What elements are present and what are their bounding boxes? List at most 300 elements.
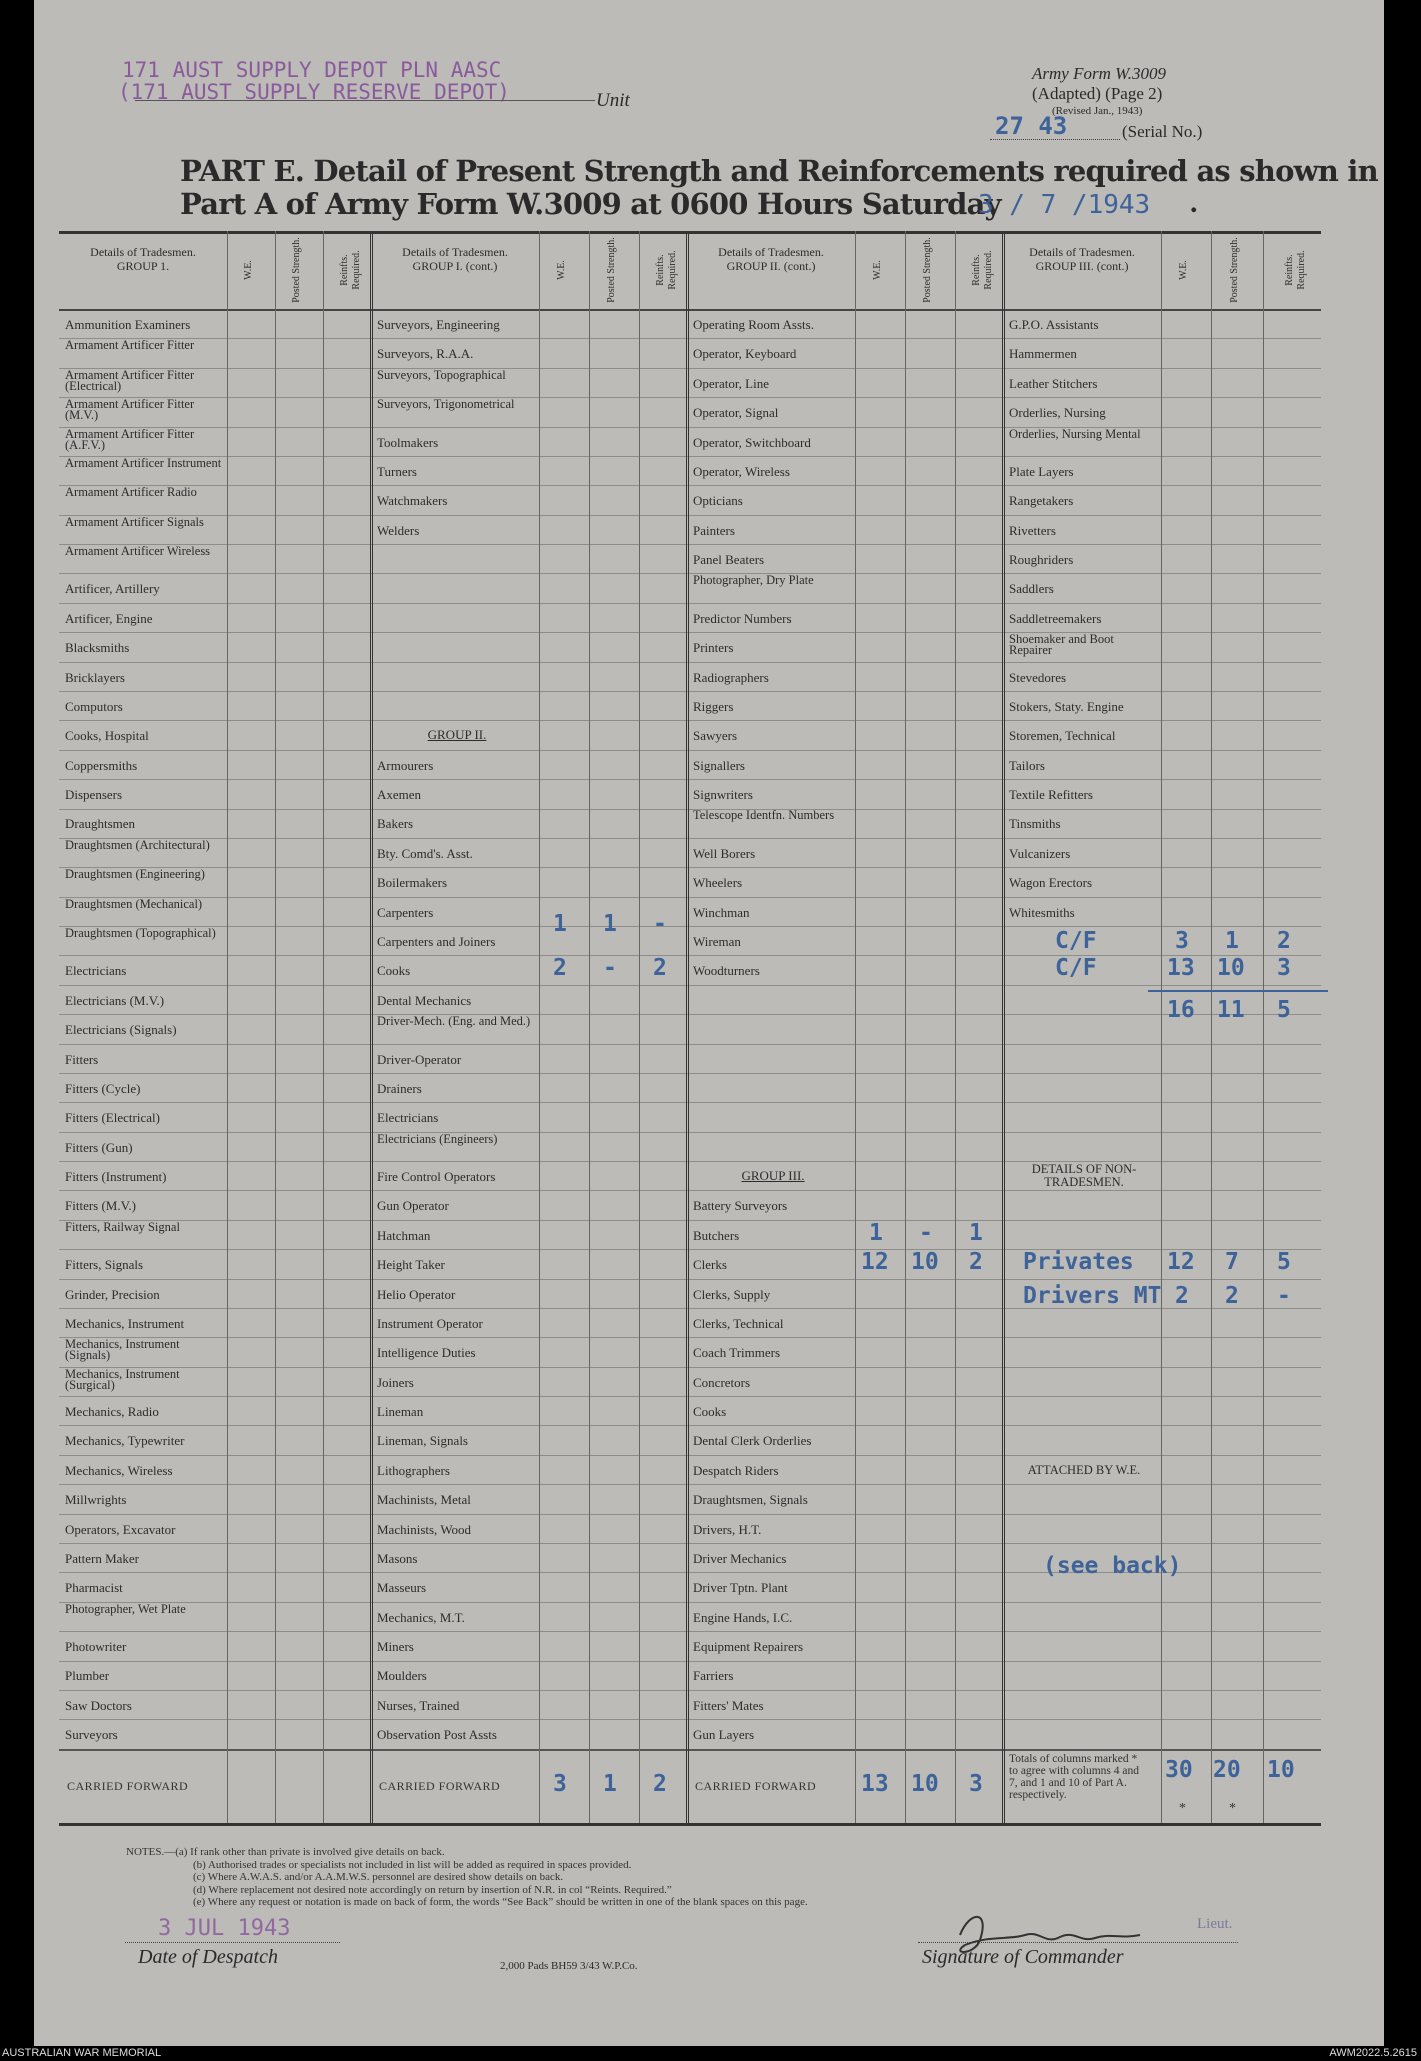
trade-label: Joiners bbox=[377, 1374, 414, 1390]
cf1-entry-we: 3 bbox=[1175, 927, 1189, 954]
trade-label: Fitters (Instrument) bbox=[65, 1169, 167, 1185]
trade-label: Storemen, Technical bbox=[1009, 728, 1116, 744]
trade-label: Computors bbox=[65, 698, 123, 714]
trade-label: Watchmakers bbox=[377, 493, 448, 509]
trade-label: Observation Post Assts bbox=[377, 1727, 497, 1743]
trade-label: Engine Hands, I.C. bbox=[693, 1609, 793, 1625]
trade-label: Armament Artificer Fitter (A.F.V.) bbox=[65, 426, 195, 452]
trade-label: Printers bbox=[693, 640, 734, 656]
row-divider bbox=[59, 1543, 1321, 1544]
trade-label: Painters bbox=[693, 522, 735, 538]
trade-label: Signallers bbox=[693, 757, 745, 773]
trade-label: Clerks, Supply bbox=[693, 1286, 771, 1302]
trade-label: Pharmacist bbox=[65, 1580, 123, 1596]
trade-label: Telescope Identfn. Numbers bbox=[693, 808, 835, 823]
column-divider bbox=[905, 231, 906, 1823]
trade-label: Instrument Operator bbox=[377, 1315, 483, 1331]
trade-label: Farriers bbox=[693, 1668, 734, 1684]
return-date-value: 3 / 7 /1943 bbox=[978, 190, 1151, 220]
row-divider bbox=[59, 632, 1321, 633]
row-divider bbox=[59, 338, 1321, 339]
trade-label: Bakers bbox=[377, 816, 414, 832]
we-column-header: W.E. bbox=[1178, 260, 1189, 280]
row-divider bbox=[59, 1279, 1321, 1280]
form-name: Army Form W.3009 bbox=[1032, 64, 1166, 83]
trade-label: Wireman bbox=[693, 933, 741, 949]
trade-label: Electricians (Signals) bbox=[65, 1022, 177, 1038]
trade-label: Gun Operator bbox=[377, 1198, 449, 1214]
row-divider bbox=[59, 573, 1321, 574]
row-divider bbox=[59, 485, 1321, 486]
trade-label: Operator, Wireless bbox=[693, 463, 790, 479]
unit-label: Unit bbox=[596, 90, 630, 111]
note-line: (c) Where A.W.A.S. and/or A.A.M.W.S. personnel are desired show details on back. bbox=[193, 1871, 564, 1883]
trade-label: Nurses, Trained bbox=[377, 1697, 460, 1713]
trade-label: Sawyers bbox=[693, 728, 738, 744]
trade-label: Armourers bbox=[377, 757, 434, 773]
cf-label-1: C/F bbox=[1055, 927, 1097, 954]
carpenters-entry-posted: 1 bbox=[603, 910, 617, 937]
group-divider bbox=[1002, 231, 1005, 1823]
despatch-date-stamp: 3 JUL 1943 bbox=[158, 1916, 291, 1941]
carried-forward-top-border bbox=[59, 1749, 1321, 1751]
strength-table bbox=[59, 231, 1321, 1836]
header-bottom-border bbox=[59, 309, 1321, 311]
row-divider bbox=[59, 955, 1321, 956]
trade-label: Wagon Erectors bbox=[1009, 875, 1093, 891]
note-line: (e) Where any request or notation is made on back of form, the words “See Back” should be written in one of the blank spaces on this page. bbox=[193, 1896, 808, 1908]
trade-label: Masseurs bbox=[377, 1580, 427, 1596]
row-divider bbox=[59, 1719, 1321, 1720]
trade-label: Cooks bbox=[693, 1404, 727, 1420]
trade-label: Surveyors bbox=[65, 1727, 118, 1743]
cf2-entry-reinfts: 3 bbox=[1277, 955, 1291, 982]
row-divider bbox=[59, 456, 1321, 457]
row-divider bbox=[59, 1102, 1321, 1103]
row-divider bbox=[59, 1631, 1321, 1632]
cf2-entry-posted: 10 bbox=[1217, 955, 1245, 982]
trade-label: Tinsmiths bbox=[1009, 816, 1061, 832]
trade-label: Draughtsmen (Architectural) bbox=[65, 837, 210, 852]
column-divider bbox=[955, 231, 956, 1823]
trade-label: Rangetakers bbox=[1009, 493, 1074, 509]
note-line: NOTES.—(a) If rank other than private is involved give details on back. bbox=[126, 1846, 445, 1858]
part-e-title-line2: Part A of Army Form W.3009 at 0600 Hours Saturday bbox=[180, 187, 1001, 221]
trade-label: Fitters bbox=[65, 1051, 99, 1067]
trade-label: Fitters, Railway Signal bbox=[65, 1219, 180, 1234]
unit-stamp-line1: 171 AUST SUPPLY DEPOT PLN AASC bbox=[122, 58, 502, 82]
trade-label: Photographer, Wet Plate bbox=[65, 1601, 186, 1616]
trade-label: Driver-Operator bbox=[377, 1051, 462, 1067]
trade-label: Driver-Mech. (Eng. and Med.) bbox=[377, 1014, 531, 1029]
trade-label: Mechanics, Typewriter bbox=[65, 1433, 185, 1449]
subtotal-entry-posted: 11 bbox=[1217, 996, 1245, 1023]
row-divider bbox=[59, 368, 1321, 369]
row-divider bbox=[59, 1690, 1321, 1691]
cf-label-2: C/F bbox=[1055, 955, 1097, 982]
trade-label: Equipment Repairers bbox=[693, 1639, 804, 1655]
trade-label: Surveyors, R.A.A. bbox=[377, 346, 474, 362]
group-heading: GROUP III. bbox=[741, 1168, 805, 1184]
grand-total-we: 30 bbox=[1165, 1756, 1193, 1783]
butchers-entry-posted: - bbox=[919, 1219, 933, 1246]
column-divider bbox=[855, 231, 856, 1823]
trade-label: Grinder, Precision bbox=[65, 1286, 160, 1302]
carried-forward-reinfts: 2 bbox=[653, 1770, 667, 1797]
trade-label: Lineman, Signals bbox=[377, 1433, 468, 1449]
trade-label: Fitters' Mates bbox=[693, 1697, 764, 1713]
row-divider bbox=[59, 838, 1321, 839]
carried-forward-we: 3 bbox=[553, 1770, 567, 1797]
carried-forward-label: CARRIED FORWARD bbox=[379, 1778, 501, 1793]
trade-label: Electricians (M.V.) bbox=[65, 992, 165, 1008]
row-divider bbox=[59, 867, 1321, 868]
carried-forward-posted: 1 bbox=[603, 1770, 617, 1797]
trade-label: Fitters (Cycle) bbox=[65, 1080, 141, 1096]
trade-label: Clerks, Technical bbox=[693, 1315, 784, 1331]
row-divider bbox=[59, 1190, 1321, 1191]
rank-stamp: Lieut. bbox=[1197, 1916, 1233, 1932]
posted-strength-column-header: Posted Strength. bbox=[606, 237, 617, 303]
trade-label: Despatch Riders bbox=[693, 1462, 779, 1478]
reinfts-required-column-header: Reinfts. Required. bbox=[339, 250, 362, 290]
clerks-entry-reinfts: 2 bbox=[969, 1249, 983, 1276]
butchers-entry-we: 1 bbox=[869, 1219, 883, 1246]
trade-label: Electricians bbox=[377, 1110, 439, 1126]
title-period: . bbox=[1190, 186, 1198, 219]
serial-label: (Serial No.) bbox=[1122, 122, 1203, 141]
trade-label: Draughtsmen (Topographical) bbox=[65, 925, 216, 940]
trade-label: Fire Control Operators bbox=[377, 1169, 496, 1185]
trade-label: Roughriders bbox=[1009, 552, 1074, 568]
serial-number: 27 43 bbox=[995, 112, 1068, 140]
trade-label: Driver Tptn. Plant bbox=[693, 1580, 788, 1596]
trade-label: G.P.O. Assistants bbox=[1009, 317, 1099, 332]
trade-label: Mechanics, M.T. bbox=[377, 1609, 465, 1625]
trade-label: Lithographers bbox=[377, 1462, 450, 1478]
privates-entry-we: 12 bbox=[1167, 1249, 1195, 1276]
signature-of-commander-label: Signature of Commander bbox=[922, 1946, 1124, 1968]
trade-label: Surveyors, Engineering bbox=[377, 317, 500, 332]
trade-label: Leather Stitchers bbox=[1009, 375, 1098, 391]
trade-label: Photographer, Dry Plate bbox=[693, 573, 814, 588]
trade-label: Stokers, Staty. Engine bbox=[1009, 698, 1124, 714]
group-2-cont-header: Details of Tradesmen. GROUP II. (cont.) bbox=[718, 245, 824, 273]
trade-label: Turners bbox=[377, 463, 417, 479]
trade-label: Whitesmiths bbox=[1009, 904, 1075, 920]
trade-label: Saw Doctors bbox=[65, 1697, 132, 1713]
totals-note: Totals of columns marked * to agree with columns 4 and 7, and 1 and 10 of Part A. respectively. bbox=[1009, 1752, 1139, 1801]
cooks-entry-posted: - bbox=[603, 955, 617, 982]
trade-label: Plate Layers bbox=[1009, 463, 1074, 479]
row-divider bbox=[59, 720, 1321, 721]
form-adapted: (Adapted) (Page 2) bbox=[1032, 84, 1163, 103]
cooks-entry-we: 2 bbox=[553, 955, 567, 982]
trade-label: Armament Artificer Signals bbox=[65, 514, 204, 529]
trade-label: Drivers, H.T. bbox=[693, 1521, 762, 1537]
trade-label: Electricians bbox=[65, 963, 127, 979]
row-divider bbox=[59, 1455, 1321, 1456]
trade-label: Electricians (Engineers) bbox=[377, 1131, 498, 1146]
table-top-border bbox=[59, 231, 1321, 234]
privates-entry-reinfts: 5 bbox=[1277, 1249, 1291, 1276]
trade-label: Axemen bbox=[377, 787, 422, 803]
trade-label: Photowriter bbox=[65, 1639, 127, 1655]
trade-label: Artificer, Engine bbox=[65, 610, 153, 626]
trade-label: Draughtsmen (Engineering) bbox=[65, 867, 205, 882]
row-divider bbox=[59, 1514, 1321, 1515]
trade-label: Opticians bbox=[693, 493, 743, 509]
reinfts-required-column-header: Reinfts. Required. bbox=[1284, 250, 1307, 290]
column-divider bbox=[589, 231, 590, 1823]
trade-label: Coppersmiths bbox=[65, 757, 138, 773]
trade-label: Operator, Line bbox=[693, 375, 770, 391]
carried-forward-we: 13 bbox=[861, 1770, 889, 1797]
trade-label: Stevedores bbox=[1009, 669, 1067, 685]
trade-label: Operator, Signal bbox=[693, 405, 779, 421]
drivers-entry-reinfts: - bbox=[1277, 1282, 1291, 1309]
butchers-entry-reinfts: 1 bbox=[969, 1219, 983, 1246]
despatch-underline bbox=[125, 1942, 340, 1943]
grand-total-posted: 20 bbox=[1213, 1756, 1241, 1783]
row-divider bbox=[59, 544, 1321, 545]
trade-label: Radiographers bbox=[693, 669, 769, 685]
trade-label: Drainers bbox=[377, 1080, 422, 1096]
cf1-entry-posted: 1 bbox=[1225, 927, 1239, 954]
trade-label: Fitters (Gun) bbox=[65, 1139, 133, 1155]
trade-label: Surveyors, Trigonometrical bbox=[377, 397, 515, 412]
trade-label: Miners bbox=[377, 1639, 414, 1655]
drivers-entry-posted: 2 bbox=[1225, 1282, 1239, 1309]
trade-label: Hammermen bbox=[1009, 346, 1077, 362]
trade-label: Operator, Keyboard bbox=[693, 346, 797, 362]
row-divider bbox=[59, 1484, 1321, 1485]
archive-caption-bar bbox=[0, 2046, 1421, 2061]
carried-forward-label: CARRIED FORWARD bbox=[67, 1778, 189, 1793]
section-heading: ATTACHED BY W.E. bbox=[1027, 1462, 1141, 1477]
column-divider bbox=[227, 231, 228, 1823]
trade-label: Pattern Maker bbox=[65, 1550, 140, 1566]
cf1-entry-reinfts: 2 bbox=[1277, 927, 1291, 954]
carried-forward-posted: 10 bbox=[911, 1770, 939, 1797]
trade-label: Butchers bbox=[693, 1227, 740, 1243]
drivers-mt-label: Drivers MT bbox=[1023, 1282, 1162, 1309]
posted-strength-column-header: Posted Strength. bbox=[922, 237, 933, 303]
row-divider bbox=[59, 809, 1321, 810]
trade-label: Dispensers bbox=[65, 787, 123, 803]
trade-label: Operator, Switchboard bbox=[693, 434, 811, 450]
trade-label: Machinists, Wood bbox=[377, 1521, 472, 1537]
trade-label: Height Taker bbox=[377, 1257, 445, 1273]
printer-imprint: 2,000 Pads BH59 3/43 W.P.Co. bbox=[500, 1960, 638, 1972]
unit-underline bbox=[135, 100, 595, 101]
trade-label: Dental Mechanics bbox=[377, 992, 472, 1008]
trade-label: Welders bbox=[377, 522, 420, 538]
carried-forward-reinfts: 3 bbox=[969, 1770, 983, 1797]
row-divider bbox=[59, 1220, 1321, 1221]
trade-label: Intelligence Duties bbox=[377, 1345, 476, 1361]
we-column-header: W.E. bbox=[872, 260, 883, 280]
clerks-entry-we: 12 bbox=[861, 1249, 889, 1276]
trade-label: Driver Mechanics bbox=[693, 1550, 787, 1566]
trade-label: Armament Artificer Radio bbox=[65, 485, 197, 500]
row-divider bbox=[59, 1661, 1321, 1662]
trade-label: Mechanics, Instrument (Surgical) bbox=[65, 1366, 180, 1392]
trade-label: Mechanics, Wireless bbox=[65, 1462, 173, 1478]
trade-label: Mechanics, Radio bbox=[65, 1404, 159, 1420]
row-divider bbox=[59, 1602, 1321, 1603]
trade-label: Panel Beaters bbox=[693, 552, 765, 568]
posted-strength-column-header: Posted Strength. bbox=[1229, 237, 1240, 303]
column-divider bbox=[1161, 231, 1162, 1823]
trade-label: Vulcanizers bbox=[1009, 845, 1071, 861]
section-heading: DETAILS OF NON-TRADESMEN. bbox=[1031, 1162, 1137, 1190]
trade-label: Machinists, Metal bbox=[377, 1492, 471, 1508]
trade-label: Armament Artificer Fitter (M.V.) bbox=[65, 397, 195, 423]
trade-label: Bty. Comd's. Asst. bbox=[377, 845, 473, 861]
carpenters-entry-reinfts: - bbox=[653, 910, 667, 937]
column-divider bbox=[323, 231, 324, 1823]
trade-label: Clerks bbox=[693, 1257, 727, 1273]
privates-entry-posted: 7 bbox=[1225, 1249, 1239, 1276]
trade-label: Predictor Numbers bbox=[693, 610, 792, 626]
trade-label: Armament Artificer Fitter bbox=[65, 338, 195, 353]
row-divider bbox=[59, 1425, 1321, 1426]
trade-label: Fitters (Electrical) bbox=[65, 1110, 160, 1126]
clerks-entry-posted: 10 bbox=[911, 1249, 939, 1276]
trade-label: Well Borers bbox=[693, 845, 756, 861]
row-divider bbox=[59, 603, 1321, 604]
trade-label: Operators, Excavator bbox=[65, 1521, 176, 1537]
see-back-note: (see back) bbox=[1043, 1552, 1182, 1579]
cf2-entry-we: 13 bbox=[1167, 955, 1195, 982]
we-column-header: W.E. bbox=[243, 260, 254, 280]
trade-label: Dental Clerk Orderlies bbox=[693, 1433, 812, 1449]
group-3-cont-header: Details of Tradesmen. GROUP III. (cont.) bbox=[1029, 245, 1135, 273]
part-e-title: PART E. Detail of Present Strength and Reinforcements required as shown in bbox=[180, 154, 1378, 188]
note-line: (d) Where replacement not desired note accordingly on return by insertion of N.R. in col “Reints. Required.” bbox=[193, 1883, 672, 1896]
row-divider bbox=[59, 985, 1321, 986]
privates-label: Privates bbox=[1023, 1249, 1134, 1276]
trade-label: Boilermakers bbox=[377, 875, 448, 891]
trade-label: Battery Surveyors bbox=[693, 1198, 788, 1214]
trade-label: Operating Room Assts. bbox=[693, 317, 814, 332]
row-divider bbox=[59, 662, 1321, 663]
column-divider bbox=[1263, 231, 1264, 1823]
trade-label: Cooks, Hospital bbox=[65, 728, 149, 744]
trade-label: Saddlers bbox=[1009, 581, 1054, 597]
trade-label: Millwrights bbox=[65, 1492, 127, 1508]
column-divider bbox=[639, 231, 640, 1823]
trade-label: Carpenters bbox=[377, 904, 434, 920]
row-divider bbox=[59, 1073, 1321, 1074]
trade-label: Moulders bbox=[377, 1668, 427, 1684]
we-column-header: W.E. bbox=[556, 260, 567, 280]
group-1-cont-header: Details of Tradesmen. GROUP I. (cont.) bbox=[402, 245, 508, 273]
row-divider bbox=[59, 1396, 1321, 1397]
group-divider bbox=[370, 231, 373, 1823]
trade-label: Mechanics, Instrument (Signals) bbox=[65, 1337, 180, 1363]
trade-label: Masons bbox=[377, 1550, 418, 1566]
cooks-entry-reinfts: 2 bbox=[653, 955, 667, 982]
trade-label: Winchman bbox=[693, 904, 750, 920]
trade-label: Saddletreemakers bbox=[1009, 610, 1102, 626]
row-divider bbox=[59, 779, 1321, 780]
trade-label: Woodturners bbox=[693, 963, 760, 979]
table-bottom-border bbox=[59, 1823, 1321, 1826]
row-divider bbox=[59, 1337, 1321, 1338]
column-divider bbox=[1211, 231, 1212, 1823]
trade-label: Shoemaker and Boot Repairer bbox=[1009, 632, 1114, 658]
trade-label: Armament Artificer Fitter (Electrical) bbox=[65, 367, 195, 393]
trade-label: Surveyors, Topographical bbox=[377, 367, 506, 382]
totals-star-marker: * bbox=[1179, 1800, 1187, 1816]
trade-label: Draughtsmen, Signals bbox=[693, 1492, 808, 1508]
totals-star-marker: * bbox=[1229, 1800, 1237, 1816]
trade-label: Riggers bbox=[693, 698, 734, 714]
archive-name: AUSTRALIAN WAR MEMORIAL bbox=[2, 2047, 162, 2059]
group-1-header: Details of Tradesmen. GROUP 1. bbox=[90, 245, 196, 273]
archive-accession: AWM2022.5.2615 bbox=[1329, 2047, 1417, 2059]
subtotal-entry-reinfts: 5 bbox=[1277, 996, 1291, 1023]
trade-label: Tailors bbox=[1009, 757, 1045, 773]
trade-label: Textile Refitters bbox=[1009, 787, 1093, 803]
row-divider bbox=[59, 926, 1321, 927]
unit-stamp-line2: (171 AUST SUPPLY RESERVE DEPOT) bbox=[118, 80, 510, 104]
column-divider bbox=[275, 231, 276, 1823]
grand-total-reinfts: 10 bbox=[1267, 1756, 1295, 1783]
form-revised: (Revised Jan., 1943) bbox=[1052, 105, 1143, 117]
row-divider bbox=[59, 897, 1321, 898]
trade-label: Armament Artificer Instrument bbox=[65, 455, 222, 470]
trade-label: Hatchman bbox=[377, 1227, 431, 1243]
trade-label: Draughtsmen bbox=[65, 816, 136, 832]
date-of-despatch-label: Date of Despatch bbox=[138, 1946, 278, 1968]
drivers-entry-we: 2 bbox=[1175, 1282, 1189, 1309]
trade-label: Bricklayers bbox=[65, 669, 125, 685]
trade-label: Lineman bbox=[377, 1404, 424, 1420]
row-divider bbox=[59, 750, 1321, 751]
posted-strength-column-header: Posted Strength. bbox=[291, 237, 302, 303]
carpenters-entry-we: 1 bbox=[553, 910, 567, 937]
row-divider bbox=[59, 1014, 1321, 1015]
trade-label: Plumber bbox=[65, 1668, 110, 1684]
subtotal-rule bbox=[1148, 990, 1328, 992]
note-line: (b) Authorised trades or specialists not included in list will be added as required in spaces provided. bbox=[193, 1858, 632, 1871]
trade-label: Fitters, Signals bbox=[65, 1257, 144, 1273]
trade-label: Orderlies, Nursing bbox=[1009, 405, 1106, 421]
row-divider bbox=[59, 1132, 1321, 1133]
row-divider bbox=[59, 397, 1321, 398]
trade-label: Fitters (M.V.) bbox=[65, 1198, 136, 1214]
row-divider bbox=[59, 1367, 1321, 1368]
trade-label: Concretors bbox=[693, 1374, 751, 1390]
subtotal-entry-we: 16 bbox=[1167, 996, 1195, 1023]
carried-forward-label: CARRIED FORWARD bbox=[695, 1778, 817, 1793]
trade-label: Draughtsmen (Mechanical) bbox=[65, 896, 203, 911]
trade-label: Coach Trimmers bbox=[693, 1345, 781, 1361]
row-divider bbox=[59, 691, 1321, 692]
reinfts-required-column-header: Reinfts. Required. bbox=[655, 250, 678, 290]
trade-label: Gun Layers bbox=[693, 1727, 755, 1743]
trade-label: Ammunition Examiners bbox=[65, 317, 191, 332]
trade-label: Wheelers bbox=[693, 875, 743, 891]
trade-label: Helio Operator bbox=[377, 1286, 456, 1302]
serial-underline bbox=[990, 139, 1120, 140]
trade-label: Carpenters and Joiners bbox=[377, 933, 496, 949]
group-heading: GROUP II. bbox=[427, 727, 487, 743]
trade-label: Mechanics, Instrument bbox=[65, 1315, 185, 1331]
